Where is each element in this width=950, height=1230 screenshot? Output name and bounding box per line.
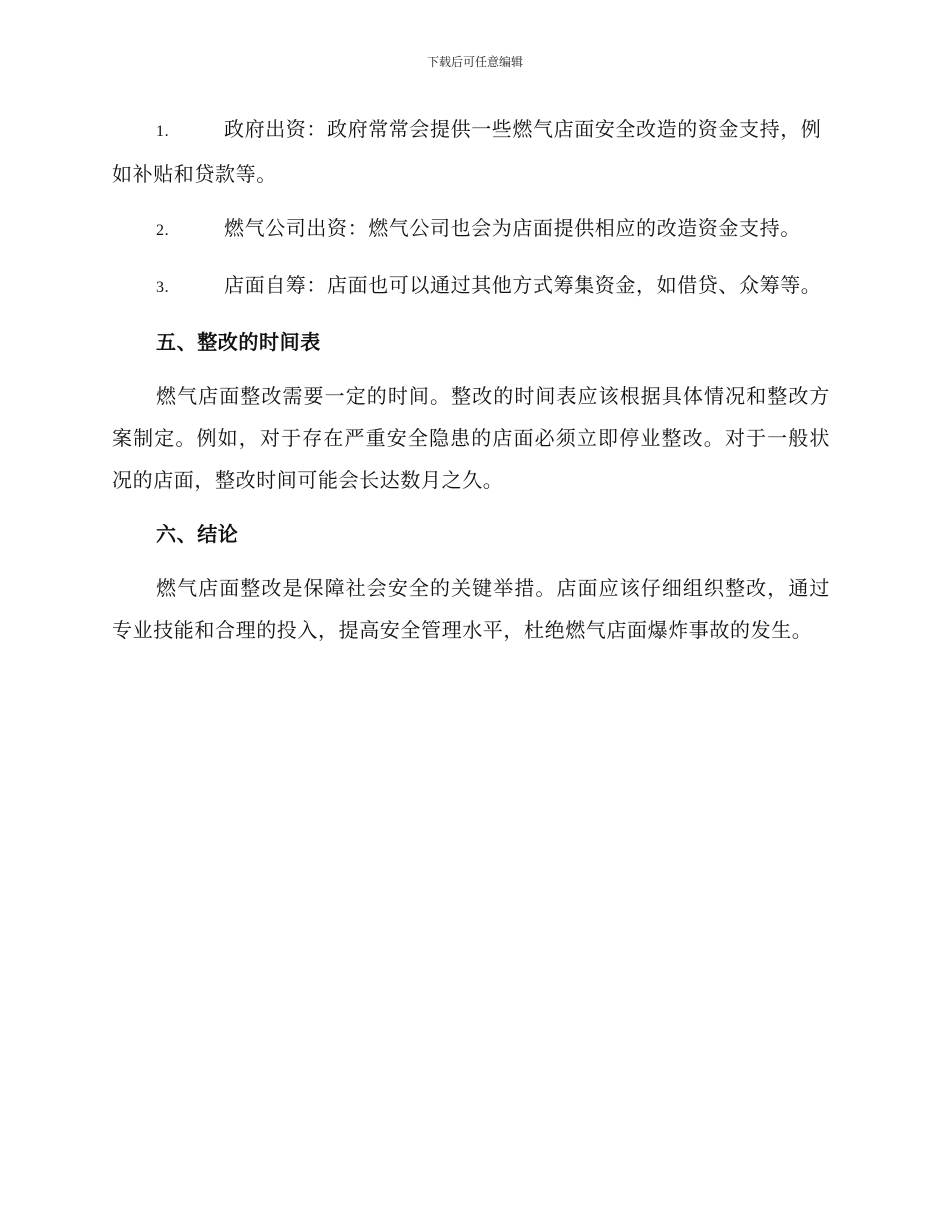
list-item: [112, 108, 830, 195]
section-heading-conclusion: 六、结论: [156, 522, 239, 546]
list-item-text: 店面自筹：店面也可以通过其他方式筹集资金，如借贷、众筹等。: [224, 273, 822, 297]
list-number: 2.: [156, 222, 170, 239]
page-header: 下载后可任意编辑: [426, 55, 523, 69]
paragraph-timeline: 燃气店面整改需要一定的时间。整改的时间表应该根据具体情况和整改方案制定。例如，对于存在严重安全隐患的店面必须立即停业整改。对于一般状况的店面，整改时间可能会长达数月之久。: [112, 384, 830, 492]
document-body: [112, 108, 830, 663]
list-number: 3.: [156, 279, 170, 296]
section-heading-timeline: 五、整改的时间表: [156, 330, 321, 354]
list-item: [112, 207, 830, 252]
list-number: 1.: [156, 123, 170, 140]
paragraph-conclusion: 燃气店面整改是保障社会安全的关键举措。店面应该仔细组织整改，通过专业技能和合理的投入，提高安全管理水平，杜绝燃气店面爆炸事故的发生。: [112, 576, 830, 642]
list-item-text: 政府出资：政府常常会提供一些燃气店面安全改造的资金支持，例如补贴和贷款等。: [112, 117, 822, 186]
list-item: [112, 264, 830, 309]
list-item-text: 燃气公司出资：燃气公司也会为店面提供相应的改造资金支持。: [224, 216, 801, 240]
